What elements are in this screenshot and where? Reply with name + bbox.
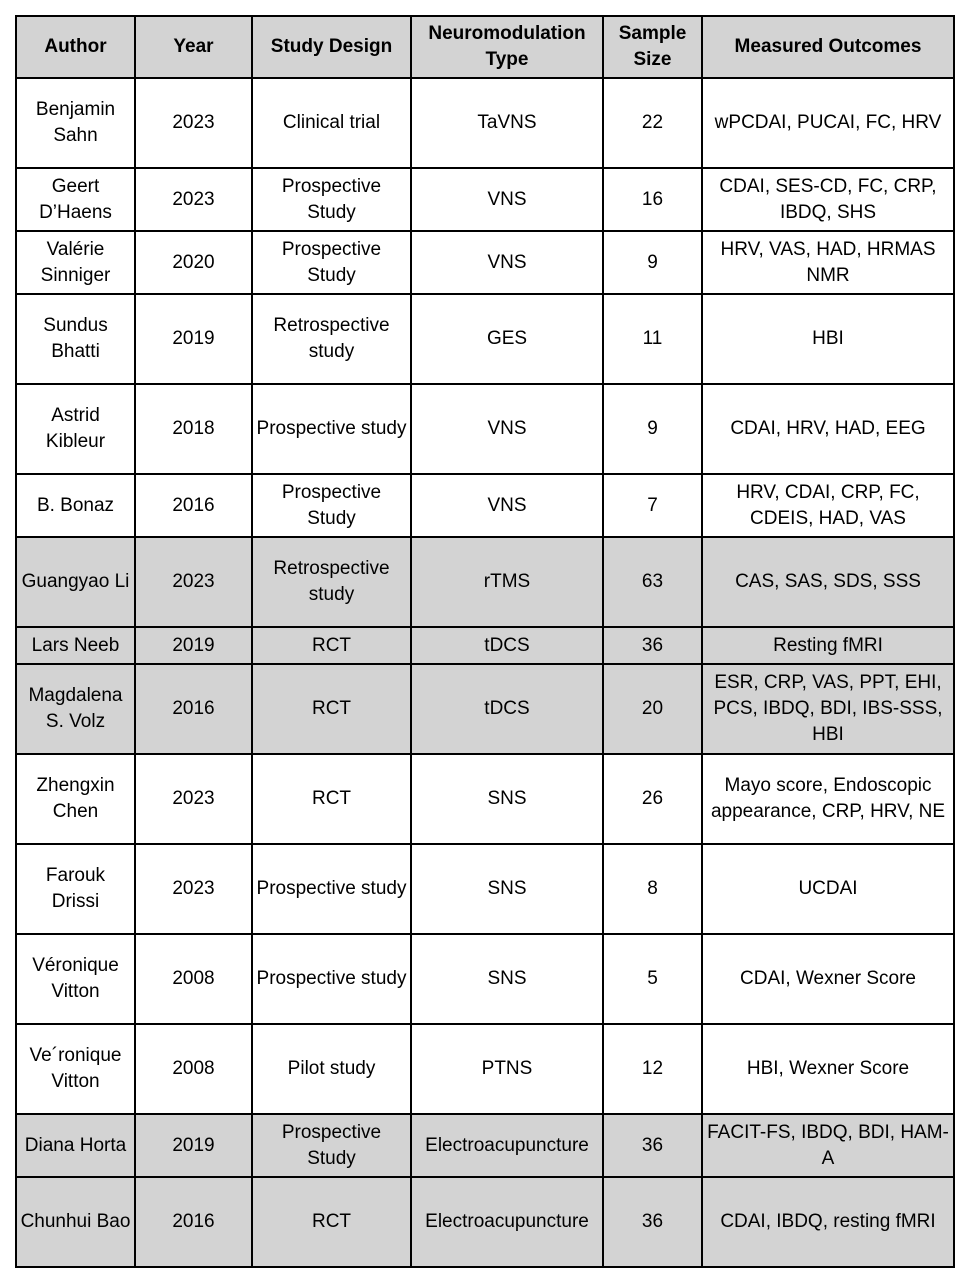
year-cell: 2023 — [135, 537, 252, 627]
neuromodulation-type-cell: VNS — [411, 168, 603, 231]
sample-size-cell: 20 — [603, 664, 702, 754]
table-row — [16, 844, 954, 934]
author-cell: Véronique Vitton — [16, 934, 135, 1024]
header-measured-outcomes: Measured Outcomes — [702, 16, 954, 78]
author-cell: Sundus Bhatti — [16, 294, 135, 384]
table-body — [16, 78, 954, 1267]
year-cell: 2016 — [135, 474, 252, 537]
author-cell: Astrid Kibleur — [16, 384, 135, 474]
study-design-cell: Prospective study — [252, 844, 411, 934]
neuromodulation-type-cell: VNS — [411, 231, 603, 294]
measured-outcomes-cell: wPCDAI, PUCAI, FC, HRV — [702, 78, 954, 168]
study-design-cell: Prospective Study — [252, 168, 411, 231]
author-cell: Diana Horta — [16, 1114, 135, 1177]
measured-outcomes-cell: HBI, Wexner Score — [702, 1024, 954, 1114]
table-row — [16, 1177, 954, 1267]
neuromodulation-type-cell: SNS — [411, 754, 603, 844]
year-cell: 2020 — [135, 231, 252, 294]
table-row — [16, 78, 954, 168]
study-design-cell: Prospective Study — [252, 474, 411, 537]
sample-size-cell: 26 — [603, 754, 702, 844]
measured-outcomes-cell: ESR, CRP, VAS, PPT, EHI, PCS, IBDQ, BDI, IBS-SSS, HBI — [702, 664, 954, 754]
year-cell: 2016 — [135, 664, 252, 754]
sample-size-cell: 8 — [603, 844, 702, 934]
header-author: Author — [16, 16, 135, 78]
author-cell: Geert D’Haens — [16, 168, 135, 231]
header-size-line2: Size — [633, 49, 672, 70]
studies-table — [15, 15, 955, 1268]
sample-size-cell: 9 — [603, 384, 702, 474]
sample-size-cell: 36 — [603, 1177, 702, 1267]
table-row — [16, 168, 954, 231]
sample-size-cell: 36 — [603, 1114, 702, 1177]
study-design-cell: RCT — [252, 754, 411, 844]
sample-size-cell: 22 — [603, 78, 702, 168]
neuromodulation-type-cell: SNS — [411, 844, 603, 934]
neuromodulation-type-cell: VNS — [411, 384, 603, 474]
study-design-cell: Prospective study — [252, 934, 411, 1024]
neuromodulation-type-cell: tDCS — [411, 664, 603, 754]
measured-outcomes-cell: CAS, SAS, SDS, SSS — [702, 537, 954, 627]
measured-outcomes-cell: Mayo score, Endoscopic appearance, CRP, HRV, NE — [702, 754, 954, 844]
header-sample-size — [603, 16, 702, 78]
author-cell: Zhengxin Chen — [16, 754, 135, 844]
table-row — [16, 754, 954, 844]
sample-size-cell: 5 — [603, 934, 702, 1024]
year-cell: 2008 — [135, 1024, 252, 1114]
measured-outcomes-cell: CDAI, SES-CD, FC, CRP, IBDQ, SHS — [702, 168, 954, 231]
sample-size-cell: 12 — [603, 1024, 702, 1114]
header-neuromodulation-type — [411, 16, 603, 78]
study-design-cell: Prospective Study — [252, 231, 411, 294]
header-year: Year — [135, 16, 252, 78]
author-cell: Farouk Drissi — [16, 844, 135, 934]
table-row — [16, 474, 954, 537]
neuromodulation-type-cell: PTNS — [411, 1024, 603, 1114]
sample-size-cell: 36 — [603, 627, 702, 664]
table-row — [16, 294, 954, 384]
study-design-cell: Prospective study — [252, 384, 411, 474]
measured-outcomes-cell: Resting fMRI — [702, 627, 954, 664]
year-cell: 2008 — [135, 934, 252, 1024]
author-cell: B. Bonaz — [16, 474, 135, 537]
year-cell: 2019 — [135, 1114, 252, 1177]
table-row — [16, 231, 954, 294]
author-cell: Magdalena S. Volz — [16, 664, 135, 754]
year-cell: 2019 — [135, 294, 252, 384]
study-design-cell: RCT — [252, 627, 411, 664]
measured-outcomes-cell: CDAI, Wexner Score — [702, 934, 954, 1024]
measured-outcomes-cell: FACIT-FS, IBDQ, BDI, HAM-A — [702, 1114, 954, 1177]
study-design-cell: RCT — [252, 664, 411, 754]
header-size-line1: Sample — [618, 23, 687, 44]
measured-outcomes-cell: UCDAI — [702, 844, 954, 934]
neuromodulation-type-cell: Electroacupuncture — [411, 1114, 603, 1177]
header-study-design: Study Design — [252, 16, 411, 78]
study-design-cell: Retrospective study — [252, 537, 411, 627]
measured-outcomes-cell: HRV, VAS, HAD, HRMAS NMR — [702, 231, 954, 294]
sample-size-cell: 11 — [603, 294, 702, 384]
neuromodulation-type-cell: SNS — [411, 934, 603, 1024]
neuromodulation-type-cell: VNS — [411, 474, 603, 537]
header-row — [16, 16, 954, 78]
year-cell: 2023 — [135, 844, 252, 934]
year-cell: 2016 — [135, 1177, 252, 1267]
table-row — [16, 627, 954, 664]
sample-size-cell: 7 — [603, 474, 702, 537]
table-row — [16, 664, 954, 754]
study-design-cell: Retrospective study — [252, 294, 411, 384]
neuromodulation-type-cell: rTMS — [411, 537, 603, 627]
study-design-cell: RCT — [252, 1177, 411, 1267]
neuromodulation-type-cell: GES — [411, 294, 603, 384]
author-cell: Ve´ronique Vitton — [16, 1024, 135, 1114]
sample-size-cell: 9 — [603, 231, 702, 294]
author-cell: Guangyao Li — [16, 537, 135, 627]
year-cell: 2023 — [135, 78, 252, 168]
table-row — [16, 934, 954, 1024]
table-row — [16, 384, 954, 474]
study-design-cell: Clinical trial — [252, 78, 411, 168]
study-design-cell: Prospective Study — [252, 1114, 411, 1177]
year-cell: 2019 — [135, 627, 252, 664]
header-type-line2: Type — [485, 49, 529, 70]
author-cell: Valérie Sinniger — [16, 231, 135, 294]
table-row — [16, 1024, 954, 1114]
sample-size-cell: 63 — [603, 537, 702, 627]
neuromodulation-type-cell: TaVNS — [411, 78, 603, 168]
measured-outcomes-cell: HBI — [702, 294, 954, 384]
study-design-cell: Pilot study — [252, 1024, 411, 1114]
header-type-line1: Neuromodulation — [428, 23, 586, 44]
year-cell: 2023 — [135, 754, 252, 844]
neuromodulation-type-cell: tDCS — [411, 627, 603, 664]
year-cell: 2023 — [135, 168, 252, 231]
measured-outcomes-cell: CDAI, HRV, HAD, EEG — [702, 384, 954, 474]
measured-outcomes-cell: HRV, CDAI, CRP, FC, CDEIS, HAD, VAS — [702, 474, 954, 537]
sample-size-cell: 16 — [603, 168, 702, 231]
table-row — [16, 1114, 954, 1177]
year-cell: 2018 — [135, 384, 252, 474]
author-cell: Chunhui Bao — [16, 1177, 135, 1267]
measured-outcomes-cell: CDAI, IBDQ, resting fMRI — [702, 1177, 954, 1267]
neuromodulation-type-cell: Electroacupuncture — [411, 1177, 603, 1267]
author-cell: Lars Neeb — [16, 627, 135, 664]
author-cell: Benjamin Sahn — [16, 78, 135, 168]
table-row — [16, 537, 954, 627]
